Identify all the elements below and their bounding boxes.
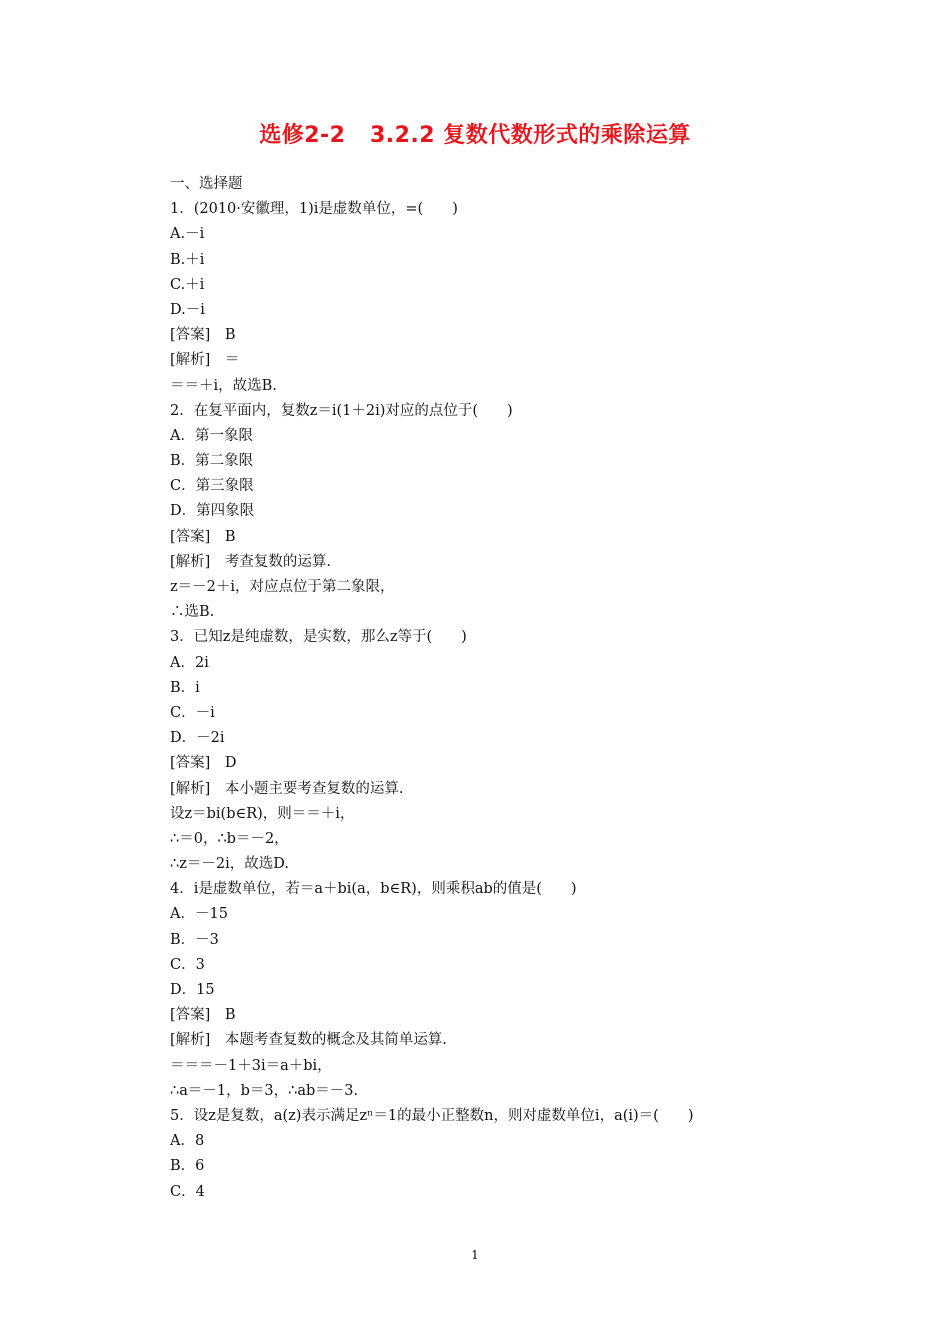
analysis-line: ＝＝＝－1＋3i＝a＋bi， <box>170 1057 332 1074</box>
answer-line: [答案] D <box>170 755 237 772</box>
option-line: A．－15 <box>170 906 228 923</box>
analysis-line: ∴选B. <box>170 604 215 621</box>
question-5: 5．设z是复数，a(z)表示满足zⁿ＝1的最小正整数n，则对虚数单位i，a(i)＝( ) <box>170 1107 694 1124</box>
option-line: C．－i <box>170 704 215 721</box>
option-line: C．4 <box>170 1183 205 1200</box>
option-line: B．第二象限 <box>170 453 254 470</box>
option-line: C．第三象限 <box>170 478 254 495</box>
option-line: C.＋i <box>170 276 205 293</box>
document-title: 选修2-2 3.2.2 复数代数形式的乘除运算 <box>259 123 691 148</box>
analysis-line: ∴z＝－2i，故选D. <box>170 856 289 873</box>
option-line: A．2i <box>170 654 209 671</box>
question-2: 2．在复平面内，复数z＝i(1＋2i)对应的点位于( ) <box>170 402 513 419</box>
question-4: 4．i是虚数单位，若＝a＋bi(a，b∈R)，则乘积ab的值是( ) <box>170 881 577 898</box>
question-list <box>170 172 810 1205</box>
option-line: A.－i <box>170 226 205 243</box>
answer-line: [答案] B <box>170 1007 236 1024</box>
page-number: 1 <box>471 1248 479 1262</box>
option-line: B．i <box>170 679 200 696</box>
analysis-line: 设z＝bi(b∈R)，则＝＝＋i， <box>170 805 355 822</box>
answer-line: [答案] B <box>170 528 236 545</box>
analysis-line: [解析] ＝ <box>170 352 240 369</box>
option-line: A．8 <box>170 1133 205 1150</box>
option-line: A．第一象限 <box>170 427 253 444</box>
section-heading: 一、选择题 <box>170 176 243 192</box>
analysis-line: ∴＝0，∴b＝－2， <box>170 830 289 847</box>
analysis-line: [解析] 本小题主要考查复数的运算. <box>170 780 404 797</box>
analysis-line: [解析] 本题考查复数的概念及其简单运算. <box>170 1032 447 1049</box>
option-line: D．第四象限 <box>170 503 255 520</box>
option-line: D．－2i <box>170 730 225 747</box>
option-line: B．6 <box>170 1158 205 1175</box>
analysis-line: ∴a＝－1，b＝3，∴ab＝－3. <box>170 1082 359 1099</box>
option-line: C．3 <box>170 956 205 973</box>
analysis-line: [解析] 考查复数的运算. <box>170 553 331 570</box>
option-line: B．－3 <box>170 931 219 948</box>
question-3: 3．已知z是纯虚数，是实数，那么z等于( ) <box>170 629 467 646</box>
analysis-line: z＝－2＋i，对应点位于第二象限， <box>170 579 395 595</box>
option-line: B.＋i <box>170 251 205 268</box>
answer-line: [答案] B <box>170 327 236 344</box>
analysis-line: ＝＝＋i，故选B. <box>170 377 277 394</box>
option-line: D.－i <box>170 301 205 318</box>
option-line: D．15 <box>170 982 215 998</box>
question-1: 1．(2010·安徽理，1)i是虚数单位，=( ) <box>170 201 458 218</box>
